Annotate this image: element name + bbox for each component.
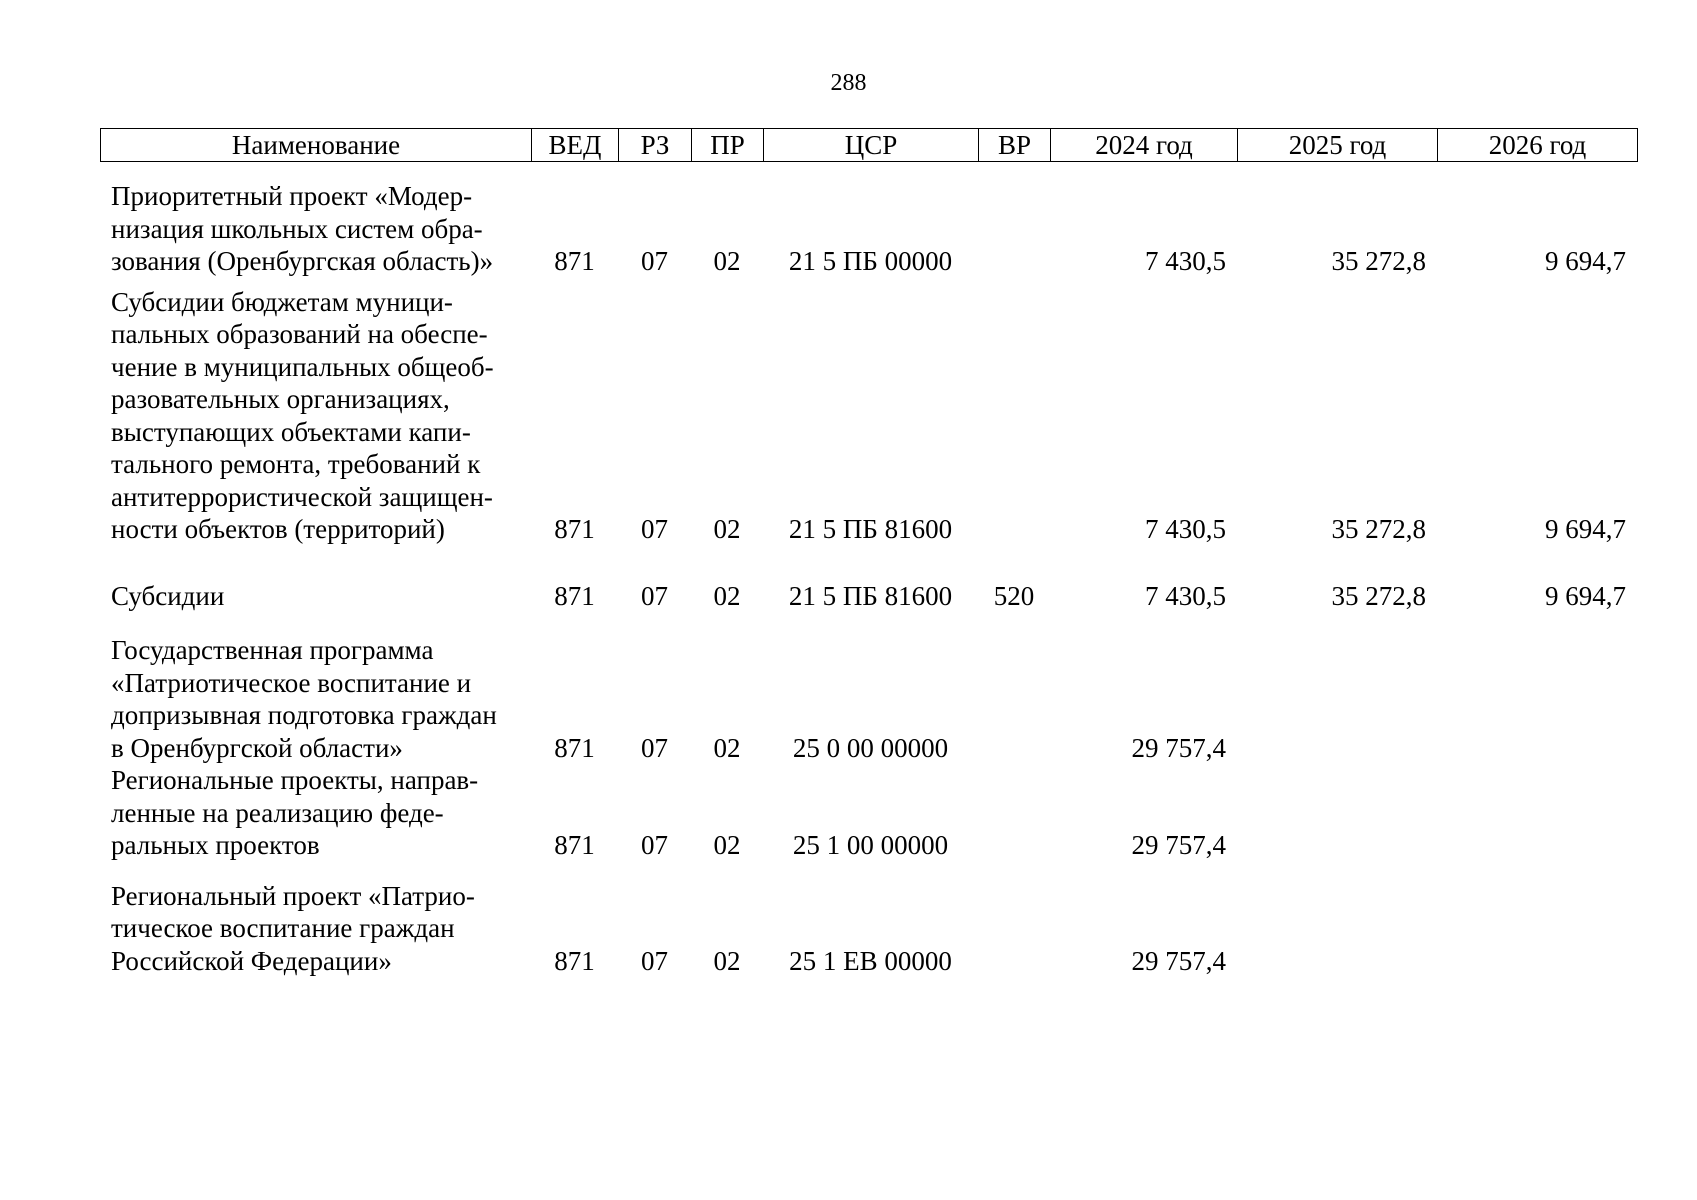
cell-csr: 21 5 ПБ 81600 [788,580,953,611]
name-line: низация школьных систем обра- [111,213,483,244]
cell-2024: 7 430,5 [1145,580,1226,611]
row-spacer [100,862,1637,880]
table-row [100,634,1637,764]
cell-name [100,880,531,978]
row-spacer [100,546,1637,580]
spacer-cell [100,862,1637,880]
cell-csr: 25 1 00 00000 [792,830,949,860]
name-line: Приоритетный проект «Модер- [111,181,473,211]
name-line: разовательных организациях, [111,384,450,414]
page-number: 288 [830,70,867,96]
cell-vr [978,764,1050,862]
cell-pr: 02 [713,830,741,860]
cell-pr: 02 [713,732,741,763]
cell-ved: 871 [554,732,595,763]
cell-rz: 07 [641,945,668,976]
cell-vr [978,880,1050,978]
cell-csr: 21 5 ПБ 81600 [788,514,953,544]
name-line: выступающих объектами капи- [111,416,471,447]
cell-name [100,286,531,546]
name-line: «Патриотическое воспитание и [111,667,472,698]
cell-vr [978,286,1050,546]
name-line: пальных образований на обеспе- [111,319,488,349]
header-2026: 2026 год [1438,129,1638,162]
cell-csr: 25 1 ЕВ 00000 [789,945,952,976]
cell-ved: 871 [554,246,595,276]
header-pr: ПР [692,129,764,162]
row-spacer [100,612,1637,634]
name-line: зования (Оренбургская область)» [111,246,494,276]
header-2025: 2025 год [1238,129,1438,162]
cell-name [100,634,531,764]
cell-2026: 9 694,7 [1545,514,1626,544]
header-csr: ЦСР [764,129,979,162]
cell-rz: 07 [641,830,668,860]
cell-2024: 29 757,4 [1131,830,1226,860]
name-line: Региональные проекты, направ- [111,765,479,795]
name-line: ности объектов (территорий) [111,514,445,544]
cell-rz: 07 [641,514,668,544]
spacer-cell [100,278,1637,286]
name-line: антитеррористической защищен- [111,481,493,512]
cell-2026 [1437,880,1637,978]
table-body [100,180,1637,977]
cell-ved: 871 [554,514,595,544]
cell-2025: 35 272,8 [1331,246,1426,276]
cell-pr: 02 [713,514,741,544]
header-ved: ВЕД [532,129,619,162]
cell-vr: 520 [993,580,1035,611]
cell-2025 [1237,764,1437,862]
cell-pr: 02 [713,580,741,611]
cell-2024: 7 430,5 [1145,246,1226,276]
name-line: ленные на реализацию феде- [111,797,444,828]
name-line: тального ремонта, требований к [111,449,481,479]
cell-ved: 871 [554,945,595,976]
cell-rz: 07 [641,732,668,763]
name-line: Региональный проект «Патрио- [111,880,475,911]
cell-2026 [1437,764,1637,862]
cell-2026 [1437,634,1637,764]
cell-2025 [1237,634,1437,764]
budget-table [100,180,1637,977]
name-line: чение в муниципальных общеоб- [111,351,494,382]
cell-2025: 35 272,8 [1331,580,1426,611]
cell-2024: 29 757,4 [1131,732,1226,763]
cell-vr [978,634,1050,764]
cell-name [100,180,531,278]
cell-pr: 02 [713,945,741,976]
table-row [100,286,1637,546]
cell-rz: 07 [641,246,668,276]
cell-pr: 02 [713,246,741,276]
cell-csr: 21 5 ПБ 00000 [788,246,953,276]
cell-2026: 9 694,7 [1545,580,1626,611]
cell-2024: 29 757,4 [1131,945,1226,976]
cell-2025: 35 272,8 [1331,514,1426,544]
header-vr: ВР [979,129,1051,162]
name-line: тическое воспитание граждан [111,913,455,943]
table-header [100,128,1638,162]
cell-name [100,764,531,862]
cell-2025 [1237,880,1437,978]
cell-ved: 871 [554,830,595,860]
name-line: допризывная подготовка граждан [111,700,497,730]
name-line: ральных проектов [111,830,320,860]
name-line: Российской Федерации» [111,945,392,976]
table-row [100,180,1637,278]
row-spacer [100,278,1637,286]
cell-ved: 871 [554,580,595,611]
cell-name [100,580,531,613]
spacer-cell [100,612,1637,634]
table-row [100,764,1637,862]
cell-2024: 7 430,5 [1145,514,1226,544]
header-name: Наименование [101,129,532,162]
header-2024: 2024 год [1051,129,1238,162]
name-line: Государственная программа [111,635,434,665]
table-row [100,580,1637,613]
header-rz: РЗ [619,129,692,162]
table-row [100,880,1637,978]
name-line: в Оренбургской области» [111,732,403,763]
name-line: Субсидии бюджетам муници- [111,286,453,317]
spacer-cell [100,546,1637,580]
cell-2026: 9 694,7 [1545,246,1626,276]
cell-csr: 25 0 00 00000 [792,732,949,763]
cell-vr [978,180,1050,278]
name-line: Субсидии [111,580,225,611]
cell-rz: 07 [641,580,668,611]
